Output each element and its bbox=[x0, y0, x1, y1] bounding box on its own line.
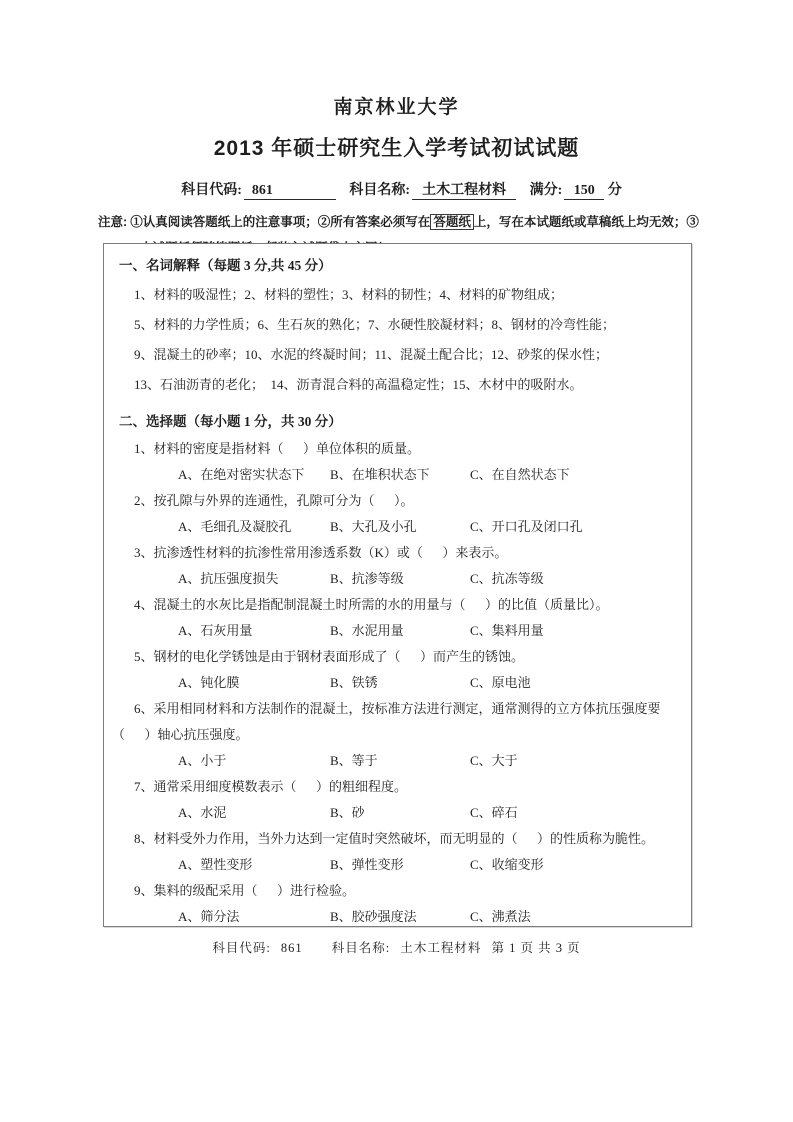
choice-question bbox=[119, 644, 679, 696]
section-definitions bbox=[119, 252, 679, 400]
score-value: 150 bbox=[564, 183, 604, 200]
option-a: A、水泥 bbox=[178, 805, 227, 820]
section2-title: 二、选择题（每小题 1 分，共 30 分） bbox=[119, 414, 342, 429]
option-c: C、沸煮法 bbox=[470, 909, 531, 924]
option-a: A、在绝对密实状态下 bbox=[178, 467, 305, 482]
option-b: B、胶砂强度法 bbox=[330, 909, 417, 924]
choice-question bbox=[119, 488, 679, 540]
university-name: 南京林业大学 bbox=[333, 97, 460, 118]
choice-question bbox=[119, 878, 679, 930]
choice-question bbox=[119, 540, 679, 592]
option-a: A、钝化膜 bbox=[178, 675, 240, 690]
choice-question bbox=[119, 826, 679, 878]
footer-page-info: 第 1 页 共 3 页 bbox=[491, 941, 581, 955]
notice-label: 注意: bbox=[98, 215, 128, 229]
question-text-line: 1、材料的密度是指材料（ ）单位体积的质量。 bbox=[134, 441, 421, 456]
page-footer bbox=[0, 938, 793, 956]
question-text-line: 2、按孔隙与外界的连通性，孔隙可分为（ ）。 bbox=[134, 493, 414, 508]
subject-name-value: 土木工程材料 bbox=[412, 179, 516, 200]
option-c: C、原电池 bbox=[470, 675, 531, 690]
option-b: B、弹性变形 bbox=[330, 857, 404, 872]
option-a: A、毛细孔及凝胶孔 bbox=[178, 519, 292, 534]
option-a: A、塑性变形 bbox=[178, 857, 253, 872]
choice-question bbox=[112, 696, 679, 774]
question-text-line: 5、钢材的电化学锈蚀是由于钢材表面形成了（ ）而产生的锈蚀。 bbox=[134, 649, 525, 664]
score-unit: 分 bbox=[607, 183, 622, 198]
footer-name-value: 土木工程材料 bbox=[400, 941, 482, 955]
question-text-line: 7、通常采用细度模数表示（ ）的粗细程度。 bbox=[134, 779, 408, 794]
option-c: C、碎石 bbox=[470, 805, 518, 820]
subject-name-label: 科目名称: bbox=[349, 183, 411, 198]
definition-line: 1、材料的吸湿性；2、材料的塑性；3、材料的韧性；4、材料的矿物组成； bbox=[134, 287, 564, 302]
question-text-line: 8、材料受外力作用，当外力达到一定值时突然破坏，而无明显的（ ）的性质称为脆性。 bbox=[134, 831, 655, 846]
section-multiple-choice bbox=[112, 408, 679, 930]
option-c: C、抗冻等级 bbox=[470, 571, 544, 586]
options-row bbox=[178, 852, 679, 878]
question-text-line: （ ）轴心抗压强度。 bbox=[112, 727, 249, 742]
subject-code-value: 861 bbox=[244, 183, 336, 200]
choice-questions bbox=[112, 436, 679, 930]
options-row bbox=[178, 670, 679, 696]
choice-question bbox=[119, 436, 679, 488]
option-c: C、开口孔及闭口孔 bbox=[470, 519, 583, 534]
question-area-box bbox=[103, 243, 692, 927]
subject-info-line bbox=[0, 179, 793, 200]
notice-text-part2: 上，写在本试题纸或草稿纸上均无效；③ bbox=[473, 215, 699, 229]
options-row bbox=[178, 566, 679, 592]
footer-code-value: 861 bbox=[280, 941, 303, 955]
notice-line1 bbox=[98, 213, 716, 232]
question-text-line: 4、混凝土的水灰比是指配制混凝土时所需的水的用量与（ ）的比值（质量比）。 bbox=[134, 597, 609, 612]
option-b: B、等于 bbox=[330, 753, 378, 768]
option-c: C、收缩变形 bbox=[470, 857, 544, 872]
question-text-line: 9、集料的级配采用（ ）进行检验。 bbox=[134, 883, 356, 898]
definition-line: 9、混凝土的砂率；10、水泥的终凝时间；11、混凝土配合比；12、砂浆的保水性； bbox=[134, 347, 609, 362]
option-c: C、大于 bbox=[470, 753, 518, 768]
option-b: B、大孔及小孔 bbox=[330, 519, 417, 534]
exam-title: 2013 年硕士研究生入学考试初试试题 bbox=[213, 137, 580, 160]
option-c: C、在自然状态下 bbox=[470, 467, 570, 482]
option-a: A、筛分法 bbox=[178, 909, 240, 924]
option-a: A、石灰用量 bbox=[178, 623, 253, 638]
definition-line: 13、石油沥青的老化； 14、沥青混合料的高温稳定性；15、木材中的吸附水。 bbox=[134, 377, 583, 392]
option-b: B、砂 bbox=[330, 805, 365, 820]
options-row bbox=[178, 462, 679, 488]
options-row bbox=[178, 800, 679, 826]
choice-question bbox=[119, 774, 679, 826]
choice-question bbox=[119, 592, 679, 644]
options-row bbox=[178, 904, 679, 930]
score-label: 满分: bbox=[529, 183, 563, 198]
options-row bbox=[178, 618, 679, 644]
option-b: B、抗渗等级 bbox=[330, 571, 404, 586]
definition-line: 5、材料的力学性质；6、生石灰的熟化；7、水硬性胶凝材料；8、钢材的冷弯性能； bbox=[134, 317, 616, 332]
option-a: A、抗压强度损失 bbox=[178, 571, 279, 586]
footer-name-label: 科目名称: bbox=[331, 941, 395, 955]
options-row bbox=[178, 514, 679, 540]
option-b: B、铁锈 bbox=[330, 675, 378, 690]
subject-code-label: 科目代码: bbox=[181, 183, 242, 198]
question-text-line: 6、采用相同材料和方法制作的混凝土，按标准方法进行测定，通常测得的立方体抗压强度要 bbox=[134, 701, 661, 716]
options-row bbox=[178, 748, 679, 774]
question-text-line: 3、抗渗透性材料的抗渗性常用渗透系数（K）或（ ）来表示。 bbox=[134, 545, 508, 560]
option-c: C、集料用量 bbox=[470, 623, 544, 638]
footer-code-label: 科目代码: bbox=[212, 941, 275, 955]
boxed-answer-sheet-word: 答题纸 bbox=[430, 214, 474, 230]
option-b: B、在堆积状态下 bbox=[330, 467, 430, 482]
option-a: A、小于 bbox=[178, 753, 227, 768]
option-b: B、水泥用量 bbox=[330, 623, 404, 638]
definitions-lines bbox=[119, 280, 679, 400]
section1-title: 一、名词解释（每题 3 分,共 45 分） bbox=[119, 258, 332, 273]
notice-text-part1: ①认真阅读答题纸上的注意事项；②所有答案必须写在 bbox=[127, 215, 431, 229]
